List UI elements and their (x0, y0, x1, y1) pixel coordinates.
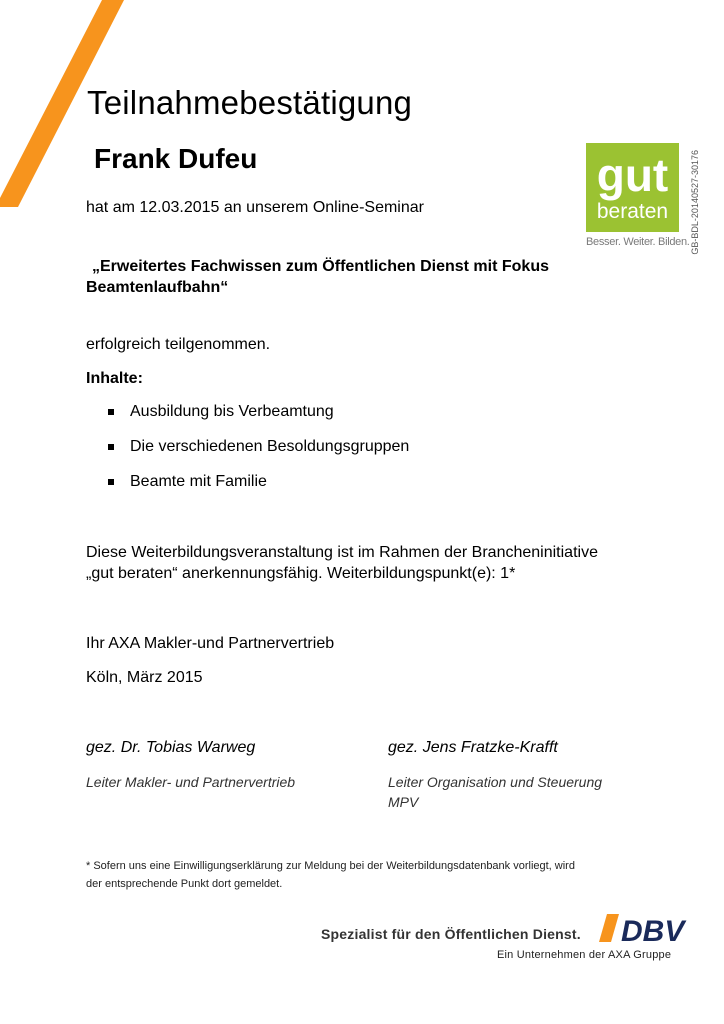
dbv-logo-slash-icon (599, 914, 619, 942)
contents-list (108, 403, 409, 508)
signature-1-role: Leiter Makler- und Partnervertrieb (86, 774, 296, 790)
seminar-title (86, 256, 606, 298)
dbv-logo-text: DBV (621, 915, 685, 944)
bullet-square-icon (108, 409, 114, 415)
footer-group-text: Ein Unternehmen der AXA Gruppe (497, 949, 672, 961)
certificate-title: Teilnahmebestätigung (87, 84, 413, 121)
list-item: Die verschiedenen Besoldungsgruppen (108, 438, 409, 473)
contents-heading: Inhalte: (86, 370, 143, 387)
gut-beraten-logo-word1: gut (596, 149, 669, 201)
seminar-title-line-1: „Erweitertes Fachwissen zum Öffentlichen Dienst mit Fokus (92, 258, 549, 275)
signature-2-role: Leiter Organisation und Steuerung MPV (388, 774, 603, 810)
bullet-square-icon (108, 479, 114, 485)
recognition-text: Diese Weiterbildungsveranstaltung ist im Rahmen der Brancheninitiative „gut beraten“ anerkennungsfähig. Weiterbildungspunkt(e): 1* (86, 544, 598, 582)
signature-2-name: gez. Jens Fratzke-Krafft (388, 739, 558, 756)
list-item: Ausbildung bis Verbeamtung (108, 403, 409, 438)
sender-text: Ihr AXA Makler-und Partnervertrieb (86, 635, 335, 652)
seminar-date-line: hat am 12.03.2015 an unserem Online-Seminar (86, 199, 424, 216)
gut-beraten-logo-word2: beraten (596, 200, 669, 223)
seminar-title-line-2: Beamtenlaufbahn“ (86, 279, 229, 296)
footer-slogan: Spezialist für den Öffentlichen Dienst. (321, 926, 581, 942)
list-item: Beamte mit Familie (108, 473, 409, 508)
gut-beraten-logo (586, 143, 679, 232)
dbv-logo (599, 912, 709, 944)
completion-text: erfolgreich teilgenommen. (86, 336, 271, 353)
bullet-square-icon (108, 444, 114, 450)
gut-beraten-claim: Besser. Weiter. Bilden. (586, 236, 690, 248)
footnote: * Sofern uns eine Einwilligungserklärung zur Meldung bei der Weiterbildungsdatenbank vorliegt, wird der entsprechende Punkt dort gemeldet. (86, 860, 575, 890)
place-date: Köln, März 2015 (86, 669, 203, 686)
participant-name: Frank Dufeu (94, 143, 258, 174)
gut-beraten-code: GB-BDL-20140527-30176 (690, 150, 700, 255)
signature-1-name: gez. Dr. Tobias Warweg (86, 739, 256, 756)
